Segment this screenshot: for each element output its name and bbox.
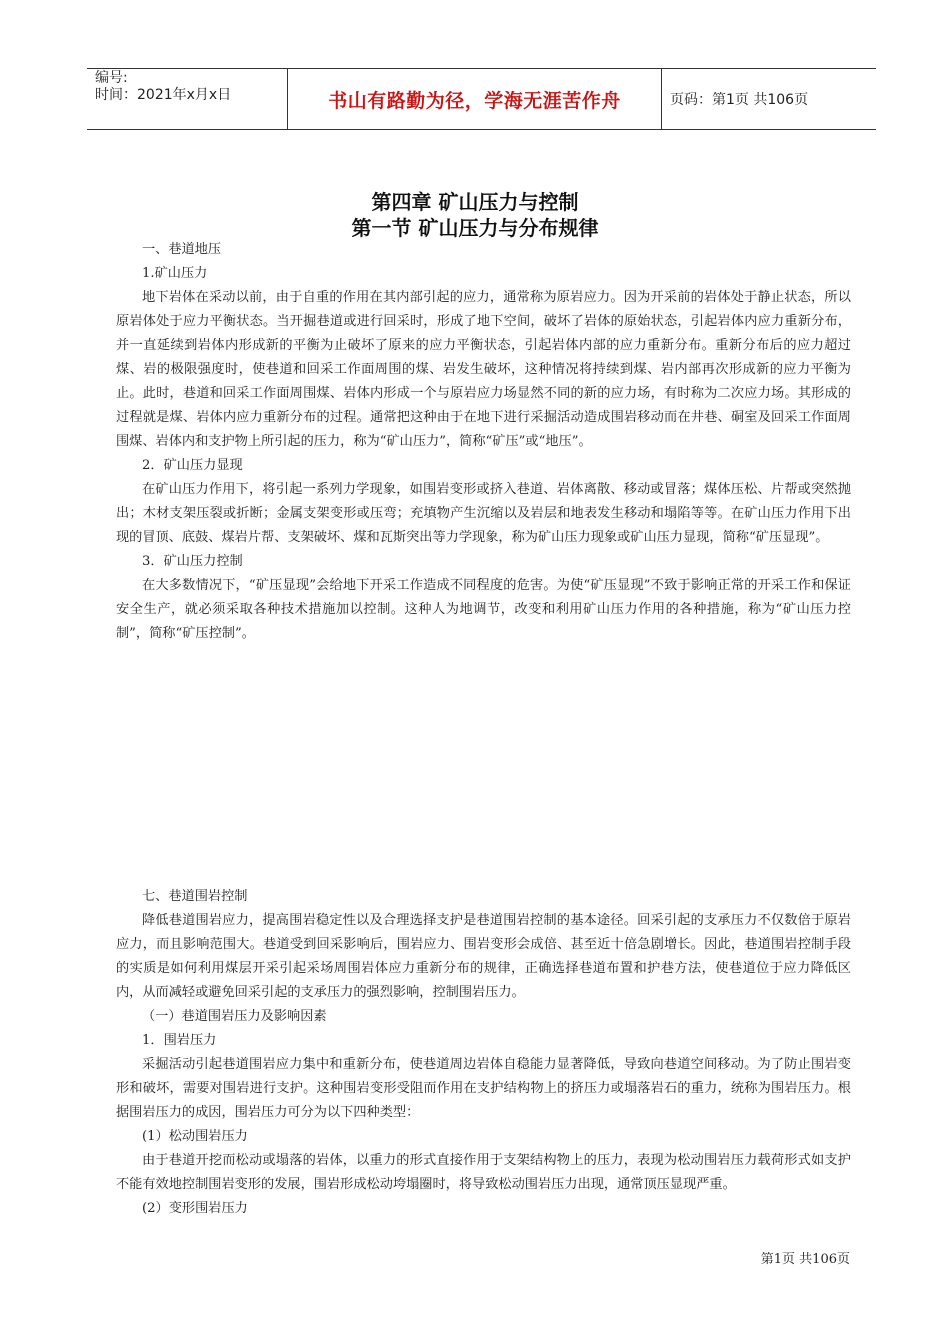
paragraph: 在大多数情况下，“矿压显现”会给地下开采工作造成不同程度的危害。为使“矿压显现”不致于影响正常的开采工作和保证安全生产，就必须采取各种技术措施加以控制。这种人为地调节，改变和利用矿山压力作用的各种措施，称为“矿山压力控制”，简称“矿压控制”。 xyxy=(116,578,851,641)
header-left-cell xyxy=(87,69,287,129)
page-header xyxy=(87,68,876,130)
page-info: 页码：第1页 共106页 xyxy=(670,92,809,108)
subheading: (1）松动围岩压力 xyxy=(142,1129,248,1144)
page-footer: 第1页 共106页 xyxy=(760,1252,850,1267)
paragraph: 在矿山压力作用下，将引起一系列力学现象，如围岩变形或挤入巷道、岩体离散、移动或冒落；煤体压松、片帮或突然抛出；木材支架压裂或折断；金属支架变形或压弯；充填物产生沉缩以及岩层和地表发生移动和塌陷等等。在矿山压力作用下出现的冒顶、底鼓、煤岩片帮、支架破坏、煤和瓦斯突出等力学现象，称为矿山压力现象或矿山压力显现，简称“矿压显现”。 xyxy=(116,482,851,545)
section-1-body xyxy=(116,238,851,646)
subheading: 1.矿山压力 xyxy=(142,266,208,281)
number-label: 编号: xyxy=(95,70,128,86)
subheading: 3．矿山压力控制 xyxy=(142,554,243,569)
subheading: 1．围岩压力 xyxy=(142,1033,217,1048)
section-title: 第一节 矿山压力与分布规律 xyxy=(351,216,599,240)
subheading: 一、巷道地压 xyxy=(142,242,222,257)
subheading: 2．矿山压力显现 xyxy=(142,458,243,473)
subheading: (2）变形围岩压力 xyxy=(142,1201,248,1216)
paragraph: 降低巷道围岩应力，提高围岩稳定性以及合理选择支护是巷道围岩控制的基本途径。回采引起的支承压力不仅数倍于原岩应力，而且影响范围大。巷道受到回采影响后，围岩应力、围岩变形会成倍、甚至近十倍急剧增长。因此，巷道围岩控制手段的实质是如何利用煤层开采引起采场周围岩体应力重新分布的规律，正确选择巷道布置和护巷方法，使巷道位于应力降低区内，从而减轻或避免回采引起的支承压力的强烈影响，控制围岩压力。 xyxy=(116,913,851,1000)
subheading: 七、巷道围岩控制 xyxy=(142,889,248,904)
paragraph: 采掘活动引起巷道围岩应力集中和重新分布，使巷道周边岩体自稳能力显著降低，导致向巷道空间移动。为了防止围岩变形和破坏，需要对围岩进行支护。这种围岩变形受阻而作用在支护结构物上的挤压力或塌落岩石的重力，统称为围岩压力。根据围岩压力的成因，围岩压力可分为以下四种类型： xyxy=(116,1057,851,1120)
paragraph: 地下岩体在采动以前，由于自重的作用在其内部引起的应力，通常称为原岩应力。因为开采前的岩体处于静止状态，所以原岩体处于应力平衡状态。当开掘巷道或进行回采时，形成了地下空间，破坏了岩体的原始状态，引起岩体内应力重新分布，并一直延续到岩体内形成新的平衡为止破坏了原来的应力平衡状态，引起岩体内部的应力重新分布。重新分布后的应力超过煤、岩的极限强度时，使巷道和回采工作面周围的煤、岩发生破坏，这种情况将持续到煤、岩内部再次形成新的应力平衡为止。此时，巷道和回采工作面周围煤、岩体内形成一个与原岩应力场显然不同的新的应力场，有时称为二次应力场。其形成的过程就是煤、岩体内应力重新分布的过程。通常把这种由于在地下进行采掘活动造成围岩移动而在井巷、硐室及回采工作面周围煤、岩体内和支护物上所引起的压力，称为“矿山压力”，简称“矿压”或“地压”。 xyxy=(116,290,851,449)
chapter-title: 第四章 矿山压力与控制 xyxy=(371,190,579,214)
subheading: （一）巷道围岩压力及影响因素 xyxy=(142,1009,327,1024)
section-7-body xyxy=(116,885,851,1221)
motto: 书山有路勤为径，学海无涯苦作舟 xyxy=(287,69,662,129)
paragraph: 由于巷道开挖而松动或塌落的岩体，以重力的形式直接作用于支架结构物上的压力，表现为松动围岩压力载荷形式如支护不能有效地控制围岩变形的发展，围岩形成松动垮塌圈时，将导致松动围岩压力出现，通常顶压显现严重。 xyxy=(116,1153,851,1192)
time-label: 时间：2021年x月x日 xyxy=(95,87,232,103)
